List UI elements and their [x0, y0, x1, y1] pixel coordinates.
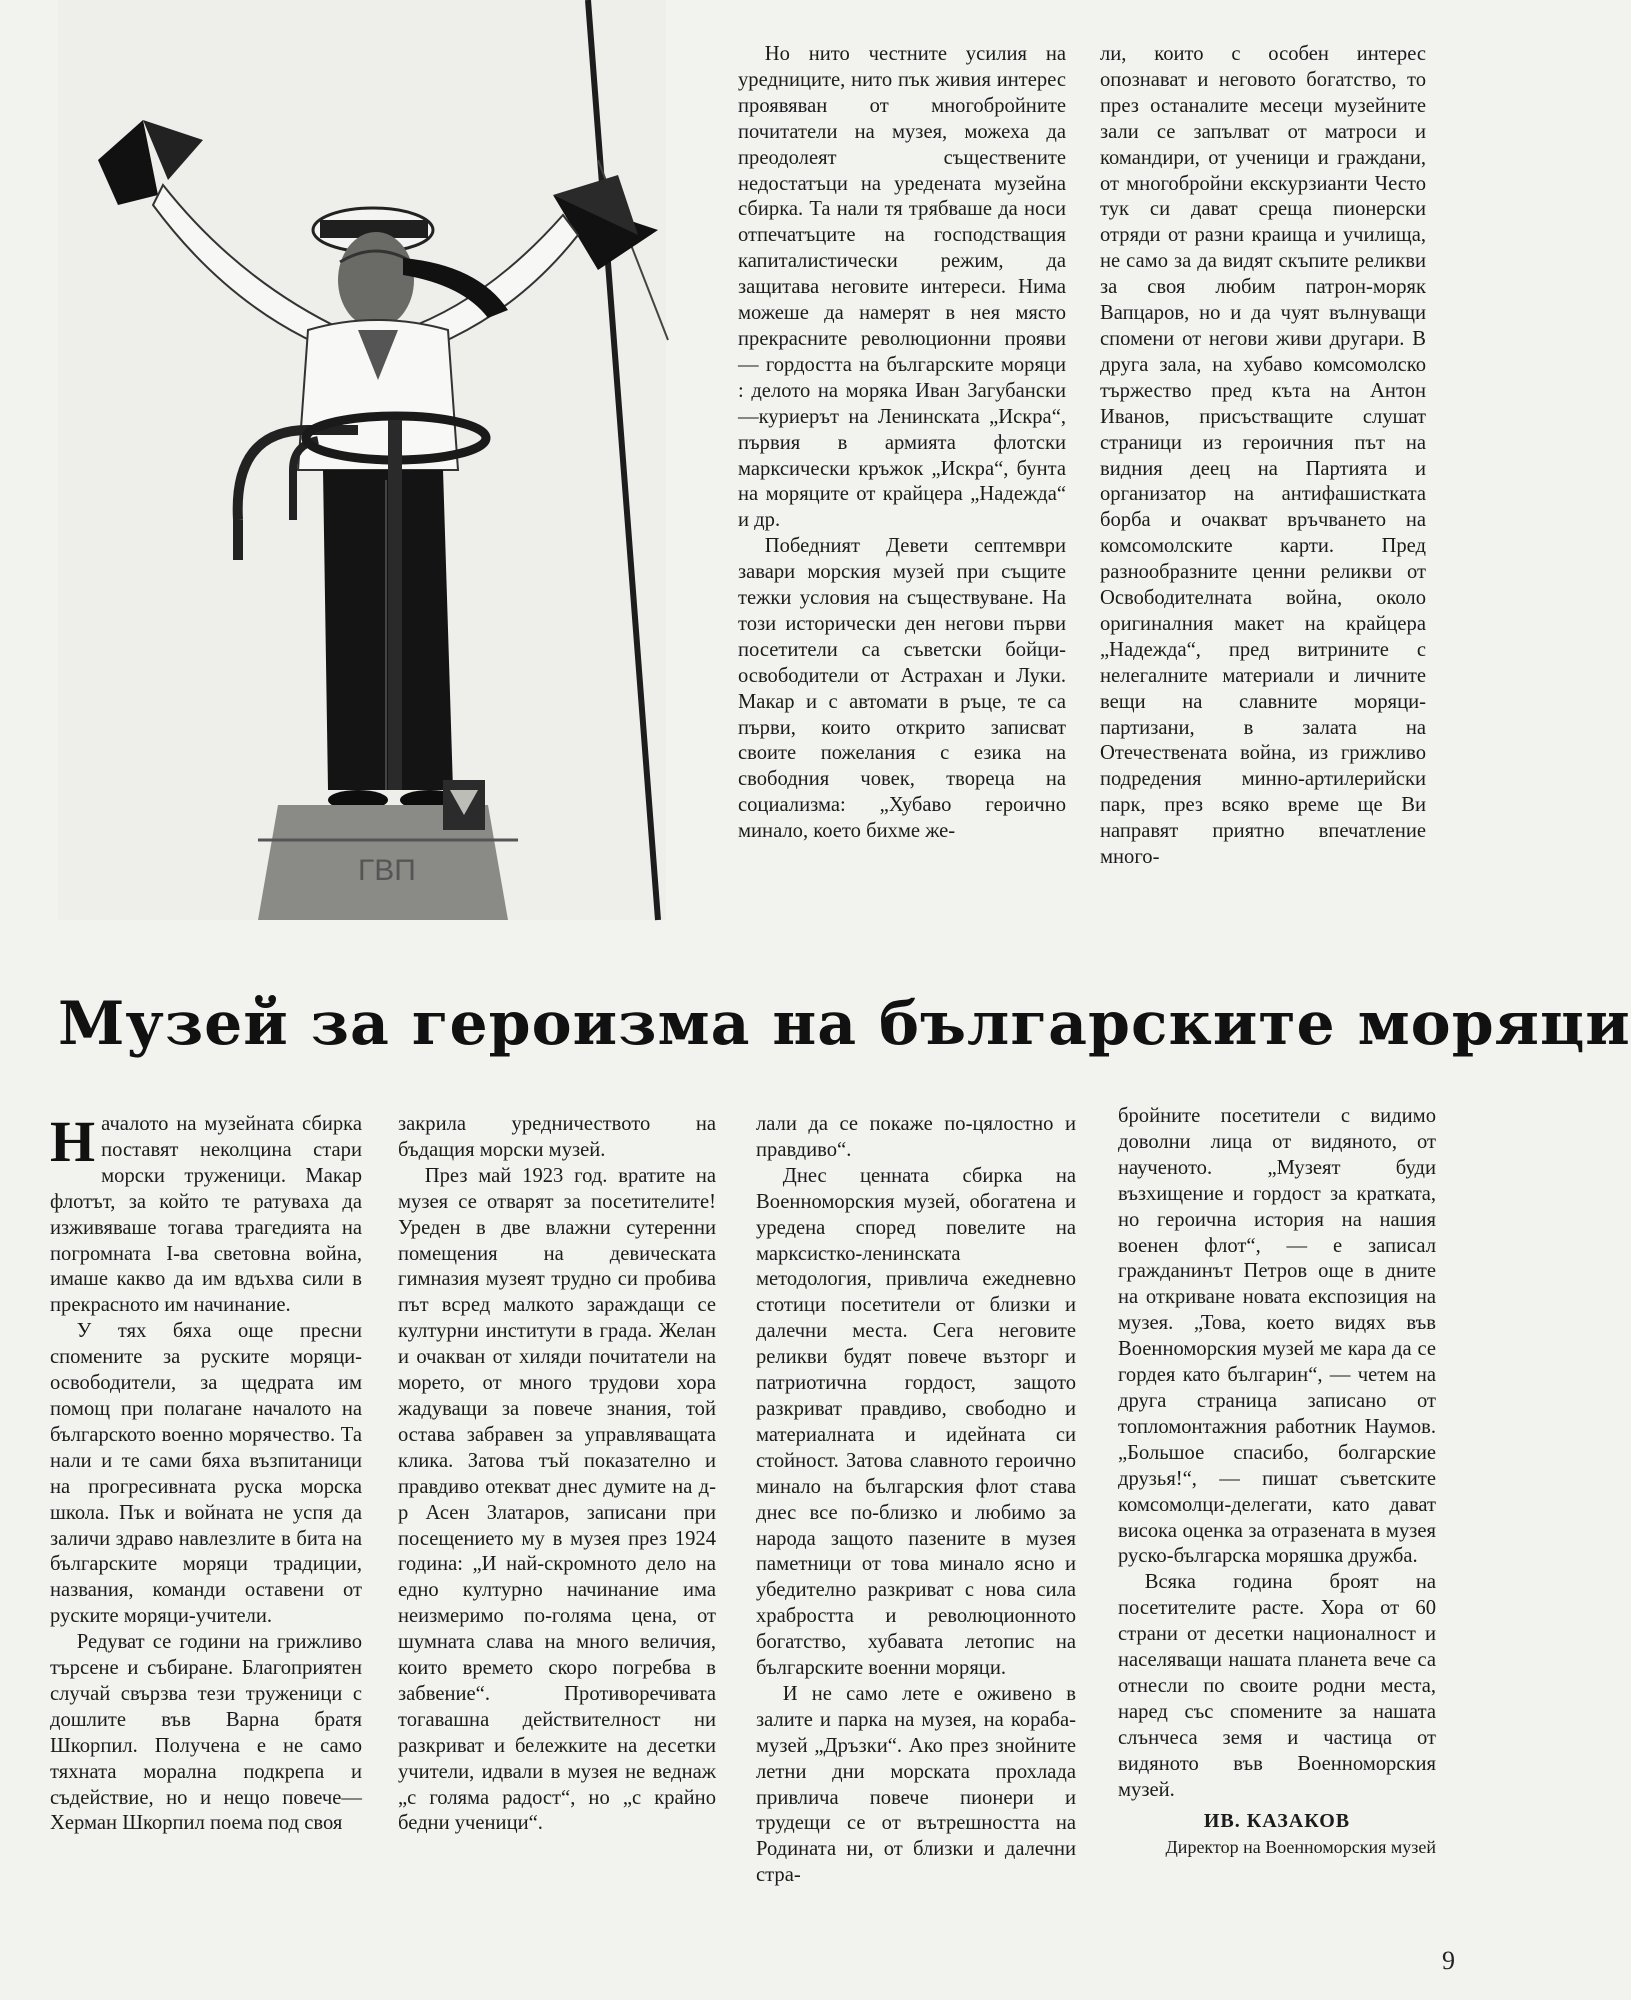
- intro-paragraph: [50, 1109, 362, 1319]
- bottom-text-column-3: [756, 1112, 1076, 1889]
- bottom-col1-paragraph: У тях бяха още пресни спомените за руските моряци-освободители, за щедрата им помощ при полагане началото на българското военно морячество. Та нали и те сами бяха възпитаници на прогресивната руска морска школа. Пък и войната не успя да заличи здраво навлезлите в бита на българските моряци традиции, названия, команди оставени от руските моряци-учители.: [50, 1320, 362, 1628]
- top-col1-paragraph: Но нито честните усилия на уредниците, нито пък живия интерес проявяван от многобройните почитатели на музея, можеха да преодолеят съществените недостатъци на уредената музейна сбирка. Та нали тя трябваше да носи отпечатъците на господстващия капиталистически режим, да защитава неговите интереси. Нима можеше да намерят в нея място прекрасните революционни прояви — гордостта на българските моряци : делото на моряка Иван Загубански—куриерът на Ленинската „Искра“, първия в армията флотски марксически кръжок „Искра“, бунта на моряците от крайцера „Надежда“ и др.: [738, 43, 1066, 532]
- sailor-illustration: [58, 0, 666, 920]
- bottom-col1-paragraph: Редуват се години на грижливо търсене и събиране. Благоприятен случай свързва тези труженици с дошлите във Варна братя Шкорпил. Получена е не само тяхната морална подкрепа и съдействие, но и нещо повече—Херман Шкорпил поема под своя: [50, 1631, 362, 1835]
- page-number: 9: [1442, 1946, 1455, 1975]
- bottom-text-column-1: [50, 1109, 362, 1837]
- top-text-column-2: [1100, 42, 1426, 871]
- top-col2-paragraph: ли, които с особен интерес опознават и неговото богатство, то през останалите месеци музейните зали се запълват от матроси и командири, от ученици и граждани, от многобройни екскурзианти Често тук си дават среща пионерски отряди от разни краища и училища, не само за да видят скъпите реликви за своя любим патрон-моряк Вапцаров, но и да чуят вълнуващи спомени от негови живи другари. В друга зала, на хубаво комсомолско тържество пред кътa на Антон Иванов, присъстващите слушат страници из героичния път на видния деец на Партията и организатор на антифашистката борба и очакват връчването на комсомолските карти. Пред разнообразните ценни реликви от Освободителната война, около оригиналния макет на крайцера „Надежда“, пред витрините с нелегалните материали и личните вещи на славните моряци-партизани, в залата на Отечествената война, из грижливо подредения минно-артилерийски парк, през всяко време ще Ви направят приятно впечатление много-: [1100, 43, 1426, 869]
- bottom-text-column-2: [398, 1112, 716, 1837]
- author-title: Директор на Военноморския музей: [1165, 1837, 1436, 1858]
- intro-paragraph-text: ачалото на музейната сбирка поставят неколцина стари морски труженици. Макар флотът, за който те ратуваха да изживяваше тогава трагедията на погромната I-ва световна война, имаше какво да им вдъхва сили в прекрасното им начинание.: [50, 1113, 362, 1317]
- sailor-photo: [58, 0, 666, 920]
- top-text-column-1: [738, 42, 1066, 845]
- bottom-col3-paragraph: И не само лете е оживено в залите и парка на музея, на кораба-музей „Дръзки“. Ако през знойните летни дни морската прохлада привлича повече пионери и трудещи се от вътрешността на Родината ни, от близки и далечни стра-: [756, 1682, 1076, 1887]
- bottom-col3-paragraph: лали да се покаже по-цялостно и правдиво“.: [756, 1113, 1076, 1161]
- bottom-col4-paragraph: Всяка година броят на посетителите расте. Хора от 60 страни от десетки националност и населяващи нашата планета вече са отнесли по своите родни места, наред със спомените за нашата слънчеса земя и частица от видяното във Военноморския музей.: [1118, 1571, 1436, 1801]
- bottom-col3-paragraph: Днес ценната сбирка на Военноморския музей, обогатена и уредена според повелите на марксистко-ленинската методология, привлича ежедневно стотици посетители от близки и далечни места. Сега неговите реликви будят повече възторг и патриотична гордост, защото разкриват правдиво, свободно и материалната и идейната си стойност. Затова славното героично минало на българския флот става днес все по-близко и любимо за народа защото пазените в музея паметници от това минало ясно и убедително разкриват с нова сила храбростта и революционното богатство, хубавата летопис на българските военни моряци.: [756, 1164, 1076, 1680]
- drop-cap: Н: [50, 1109, 96, 1174]
- bottom-text-column-4: [1118, 1104, 1436, 1859]
- author-signature: ИВ. КАЗАКОВ: [1203, 1810, 1351, 1833]
- bottom-col2-paragraph: През май 1923 год. вратите на музея се отварят за посетителите! Уреден в две влажни сутеренни помещения на девическата гимназия музеят трудно си пробива път всред малкото зараждащи се културни институти в града. Желан и очакван от хиляди почитатели на морето, от много трудови хора жадуващи за повече знания, той остава забравен за управляващата клика. Затова тъй показателно и правдиво отекват днес думите на д-р Асен Златаров, записани при посещението му в музея през 1924 година: „И най-скромното дело на едно културно начинание има неизмеримо по-голяма цена, от шумната слава на много величия, които времето скоро погребва в забвение“. Противоречивата тогавашна действителност ни разкриват и бележките на десетки учители, идвали в музея не веднаж „с голяма радост“, но „с крайно бедни ученици“.: [398, 1164, 716, 1835]
- svg-text:ГВП: ГВП: [358, 854, 416, 887]
- bottom-col2-paragraph: закрила уредничеството на бъдащия морски музей.: [398, 1113, 716, 1161]
- article-headline: Музей за героизма на българските моряци: [58, 989, 1631, 1059]
- bottom-col4-paragraph: бройните посетители с видимо доволни лица от видяното, от наученото. „Музеят буди възхищение и гордост за краткатa, но героична история на нашия военен флот“, — е записал гражданинът Петров още в дните на откриване новата експозиция на музея. „Това, което видях във Военноморския музей ме кара да се гордея като българин“, — четем на друга страница записано от топломонтажния работник Наумов. „Большое спасибо, болгарские друзья!“, — пишат съветските комсомолци-делегати, като дават висока оценка за отразената в музея руско-българска моряшка дружба.: [1118, 1105, 1436, 1568]
- top-col1-paragraph: Победният Девети септември завари морския музей при същите тежки условия на съществуване. На този исторически ден негови първи посетители са съветски бойци-освободители от Астрахан и Луки. Макар и с автомати в ръце, те са първи, които открито записват своите пожелания с езика на свободния човек, твореца на социализма: „Хубаво героично минало, което бихме же-: [738, 535, 1066, 843]
